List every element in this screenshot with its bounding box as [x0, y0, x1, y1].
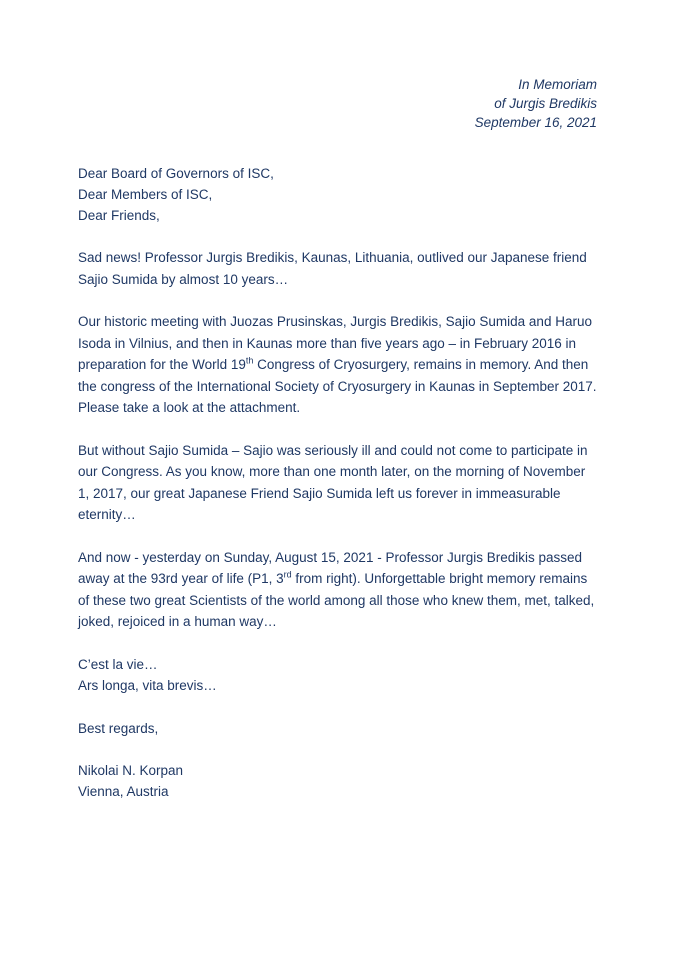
signature-block — [78, 760, 597, 802]
paragraph-4-part-a: And now - yesterday on Sunday, August 15, 2021 - Professor Jurgis Bredikis passed away at the 93rd year of life (P1, 3 — [78, 549, 583, 586]
memoriam-header — [78, 75, 597, 132]
spacer — [78, 633, 597, 654]
memoriam-subject: of Jurgis Bredikis — [494, 96, 597, 111]
paragraph-3: But without Sajio Sumida – Sajio was seriously ill and could not come to participate in our Congress. As you know, more than one month later, on the morning of November 1, 2017, our great Japanese Friend Sajio Sumida left us forever in immeasurable eternity… — [78, 442, 588, 522]
closing-phrase-1: C’est la vie… — [78, 656, 158, 672]
memoriam-title: In Memoriam — [518, 77, 597, 92]
paragraph-4-part-b: from right). Unforgettable bright memory remains of these two great Scientists of the world among all those who knew them, met, talked, joked, rejoiced in a human way… — [78, 571, 595, 629]
paragraph-4-superscript: rd — [283, 569, 292, 580]
spacer — [78, 739, 597, 760]
salutation-block — [78, 163, 597, 226]
salutation-line-3: Dear Friends, — [78, 208, 160, 223]
spacer — [78, 419, 597, 440]
paragraph-2 — [78, 311, 597, 419]
paragraph-2-part-a: Our historic meeting with Juozas Prusinskas, Jurgis Bredikis, Sajio Sumida and Haruo Isoda in Vilnius, and then in Kaunas more than five years ago – in February 2016 in preparation for the World 19 — [78, 314, 592, 372]
signature-location: Vienna, Austria — [78, 784, 169, 799]
salutation-line-1: Dear Board of Governors of ISC, — [78, 166, 274, 181]
paragraph-2-part-b: Congress of Cryosurgery, remains in memory. And then the congress of the International Society of Cryosurgery in Kaunas in September 2017. Please take a look at the attachment. — [78, 357, 597, 415]
paragraph-1: Sad news! Professor Jurgis Bredikis, Kaunas, Lithuania, outlived our Japanese friend Sajio Sumida by almost 10 years… — [78, 250, 587, 287]
closing-regards: Best regards, — [78, 720, 159, 736]
paragraph-4 — [78, 547, 597, 633]
paragraph-2-superscript: th — [245, 355, 254, 366]
spacer — [78, 290, 597, 311]
spacer — [78, 697, 597, 718]
memoriam-date: September 16, 2021 — [474, 115, 597, 130]
spacer — [78, 226, 597, 247]
salutation-line-2: Dear Members of ISC, — [78, 187, 213, 202]
closing-phrase-2: Ars longa, vita brevis… — [78, 678, 217, 693]
spacer — [78, 526, 597, 547]
signature-name: Nikolai N. Korpan — [78, 763, 184, 778]
